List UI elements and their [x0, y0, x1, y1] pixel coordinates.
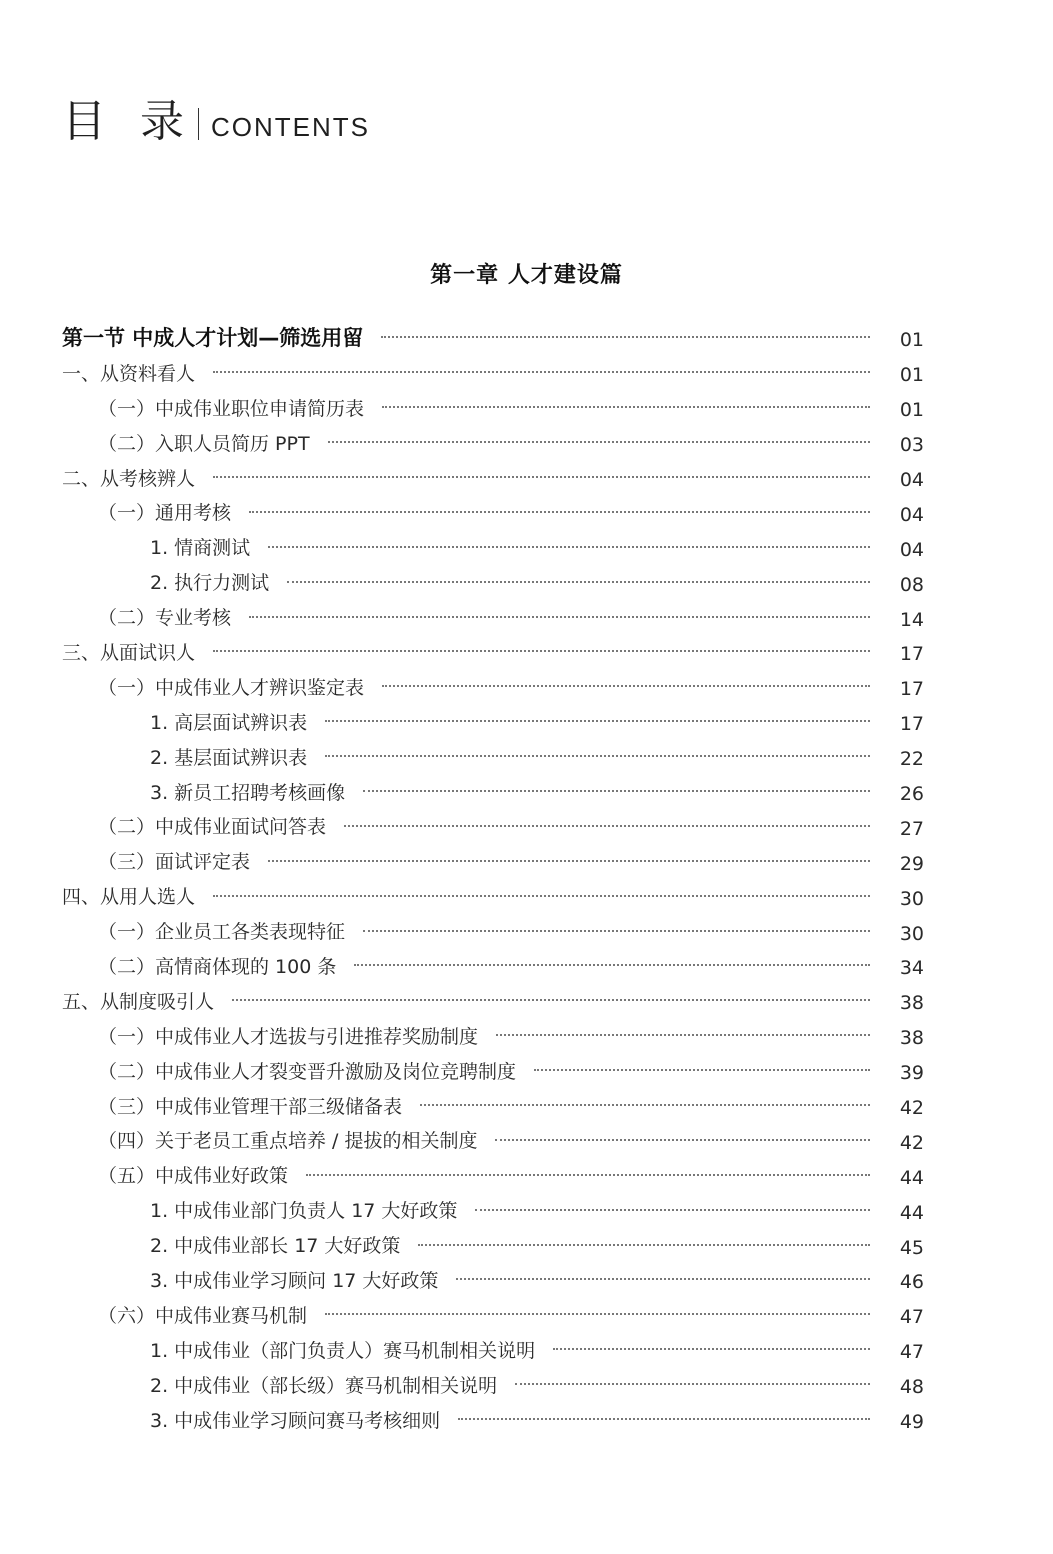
toc-dot-leader: [381, 336, 870, 338]
toc-dot-leader: [249, 616, 870, 618]
toc-entry-page-number: 04: [899, 538, 924, 561]
toc-dot-leader: [420, 1104, 870, 1106]
toc-entry[interactable]: [62, 355, 924, 390]
toc-entry-label: （六）中成伟业赛马机制: [98, 1304, 308, 1327]
toc-dot-leader: [515, 1383, 870, 1385]
toc-entry-label: （二）入职人员简历 PPT: [98, 432, 310, 455]
toc-entry-page-number: 04: [899, 469, 924, 491]
toc-entry-page-number: 26: [899, 783, 924, 806]
toc-entry-page-number: 42: [899, 1097, 924, 1120]
toc-entry[interactable]: [62, 983, 924, 1018]
toc-dot-leader: [232, 999, 870, 1001]
toc-entry-page-number: 17: [899, 713, 924, 736]
toc-entry-label: 1. 中成伟业部门负责人 17 大好政策: [150, 1200, 458, 1223]
toc-dot-leader: [456, 1278, 870, 1280]
toc-entry-page-number: 27: [899, 817, 924, 840]
toc-entry-page-number: 22: [899, 748, 924, 771]
toc-entry[interactable]: [62, 1018, 924, 1053]
toc-entry-page-number: 34: [899, 957, 924, 980]
toc-entry-page-number: 49: [899, 1411, 924, 1434]
toc-entry-page-number: 48: [899, 1376, 924, 1399]
toc-entry-label: 二、从考核辨人: [62, 467, 196, 490]
toc-entry[interactable]: [62, 948, 924, 983]
toc-entry[interactable]: [62, 1297, 924, 1332]
page-header: [62, 88, 370, 148]
toc-entry-label: 第一节 中成人才计划—筛选用留: [62, 326, 364, 351]
toc-entry-label: 四、从用人选人: [62, 886, 196, 909]
toc-entry-label: 2. 中成伟业部长 17 大好政策: [150, 1235, 401, 1258]
toc-entry-page-number: 30: [899, 887, 924, 910]
toc-entry-label: （一）中成伟业职位申请简历表: [98, 397, 365, 420]
toc-entry-label: 三、从面试识人: [62, 641, 196, 664]
toc-entry-page-number: 46: [899, 1271, 924, 1294]
toc-entry-label: 1. 高层面试辨识表: [150, 711, 308, 734]
toc-entry-page-number: 14: [899, 608, 924, 631]
toc-dot-leader: [458, 1418, 870, 1420]
toc-entry-label: （五）中成伟业好政策: [98, 1165, 289, 1188]
header-title-cn: 目 录: [62, 96, 194, 147]
toc-entry-label: 2. 基层面试辨识表: [150, 746, 308, 769]
toc-entry[interactable]: [62, 460, 924, 495]
toc-entry-label: 五、从制度吸引人: [62, 990, 215, 1013]
toc-dot-leader: [213, 895, 870, 897]
toc-entry[interactable]: [62, 425, 924, 460]
toc-entry-page-number: 45: [899, 1236, 924, 1259]
toc-dot-leader: [306, 1174, 870, 1176]
toc-entry-label: （一）中成伟业人才辨识鉴定表: [98, 676, 365, 699]
toc-entry[interactable]: [62, 843, 924, 878]
toc-dot-leader: [363, 930, 870, 932]
header-divider: [198, 108, 199, 140]
toc-entry-page-number: 01: [899, 364, 924, 387]
toc-entry[interactable]: [62, 739, 924, 774]
toc-entry-label: 3. 中成伟业学习顾问赛马考核细则: [150, 1409, 441, 1432]
toc-dot-leader: [363, 790, 870, 792]
toc-dot-leader: [325, 720, 870, 722]
toc-entry[interactable]: [62, 1192, 924, 1227]
toc-dot-leader: [418, 1244, 870, 1246]
toc-entry-label: 一、从资料看人: [62, 362, 196, 385]
toc-entry-label: （二）高情商体现的 100 条: [98, 955, 337, 978]
toc-dot-leader: [495, 1139, 870, 1141]
toc-entry-page-number: 44: [899, 1166, 924, 1189]
toc-entry[interactable]: [62, 1053, 924, 1088]
toc-entry-page-number: 42: [899, 1131, 924, 1154]
toc-dot-leader: [354, 964, 870, 966]
toc-entry-page-number: 38: [899, 992, 924, 1015]
toc-entry-label: 3. 中成伟业学习顾问 17 大好政策: [150, 1269, 439, 1292]
toc-dot-leader: [268, 860, 870, 862]
toc-entry[interactable]: [62, 1227, 924, 1262]
toc-dot-leader: [496, 1034, 870, 1036]
toc-entry[interactable]: [62, 913, 924, 948]
chapter-title: 第一章 人才建设篇: [430, 263, 623, 288]
toc-entry-label: 2. 执行力测试: [150, 572, 270, 595]
toc-entry[interactable]: [62, 774, 924, 809]
toc-entry[interactable]: [62, 390, 924, 425]
toc-entry-label: 3. 新员工招聘考核画像: [150, 781, 346, 804]
toc-entry-label: （三）中成伟业管理干部三级储备表: [98, 1095, 403, 1118]
toc-dot-leader: [213, 371, 870, 373]
toc-entry[interactable]: [62, 669, 924, 704]
toc-dot-leader: [382, 406, 870, 408]
toc-entry[interactable]: [62, 1122, 924, 1157]
toc-entry-page-number: 44: [899, 1201, 924, 1224]
toc-entry[interactable]: [62, 320, 924, 355]
table-of-contents: [62, 320, 924, 1437]
toc-entry[interactable]: [62, 529, 924, 564]
toc-entry[interactable]: [62, 1157, 924, 1192]
toc-entry-page-number: 04: [899, 503, 924, 526]
toc-entry[interactable]: [62, 1088, 924, 1123]
toc-entry-label: （一）企业员工各类表现特征: [98, 921, 346, 944]
toc-entry-label: 2. 中成伟业（部长级）赛马机制相关说明: [150, 1374, 498, 1397]
toc-entry-label: （一）通用考核: [98, 502, 232, 525]
toc-dot-leader: [249, 511, 870, 513]
toc-entry[interactable]: [62, 564, 924, 599]
toc-dot-leader: [534, 1069, 870, 1071]
toc-entry-page-number: 08: [899, 573, 924, 596]
toc-entry[interactable]: [62, 704, 924, 739]
toc-entry-page-number: 17: [899, 643, 924, 666]
toc-dot-leader: [325, 755, 870, 757]
toc-entry-page-number: 03: [899, 434, 924, 457]
toc-entry-page-number: 39: [899, 1062, 924, 1085]
toc-entry-label: （四）关于老员工重点培养 / 提拔的相关制度: [98, 1130, 478, 1153]
toc-entry-page-number: 30: [899, 922, 924, 945]
toc-entry-label: 1. 情商测试: [150, 537, 251, 560]
toc-entry-page-number: 29: [899, 852, 924, 875]
toc-entry[interactable]: [62, 808, 924, 843]
toc-entry-page-number: 38: [899, 1027, 924, 1050]
toc-dot-leader: [213, 476, 870, 478]
toc-entry[interactable]: [62, 1262, 924, 1297]
toc-entry-label: （三）面试评定表: [98, 851, 251, 874]
toc-entry-label: （二）中成伟业人才裂变晋升激励及岗位竞聘制度: [98, 1060, 517, 1083]
toc-entry-page-number: 47: [899, 1306, 924, 1329]
toc-dot-leader: [475, 1209, 870, 1211]
toc-entry[interactable]: [62, 1402, 924, 1437]
toc-entry[interactable]: [62, 878, 924, 913]
toc-entry[interactable]: [62, 634, 924, 669]
toc-dot-leader: [344, 825, 870, 827]
toc-dot-leader: [287, 581, 870, 583]
toc-entry-page-number: 01: [899, 329, 924, 352]
toc-dot-leader: [268, 546, 870, 548]
toc-entry-label: （二）中成伟业面试问答表: [98, 816, 327, 839]
toc-entry[interactable]: [62, 1367, 924, 1402]
toc-entry[interactable]: [62, 599, 924, 634]
toc-entry-page-number: 01: [899, 399, 924, 422]
toc-entry-label: 1. 中成伟业（部门负责人）赛马机制相关说明: [150, 1339, 536, 1362]
toc-entry-label: （二）专业考核: [98, 607, 232, 630]
toc-entry-label: （一）中成伟业人才选拔与引进推荐奖励制度: [98, 1025, 479, 1048]
toc-entry-page-number: 47: [899, 1341, 924, 1364]
toc-dot-leader: [553, 1348, 870, 1350]
toc-dot-leader: [213, 650, 870, 652]
header-title-en: CONTENTS: [211, 112, 370, 142]
toc-entry-page-number: 17: [899, 678, 924, 701]
toc-dot-leader: [325, 1313, 870, 1315]
toc-entry[interactable]: [62, 1332, 924, 1367]
toc-dot-leader: [328, 441, 870, 443]
toc-dot-leader: [382, 685, 870, 687]
toc-entry[interactable]: [62, 494, 924, 529]
